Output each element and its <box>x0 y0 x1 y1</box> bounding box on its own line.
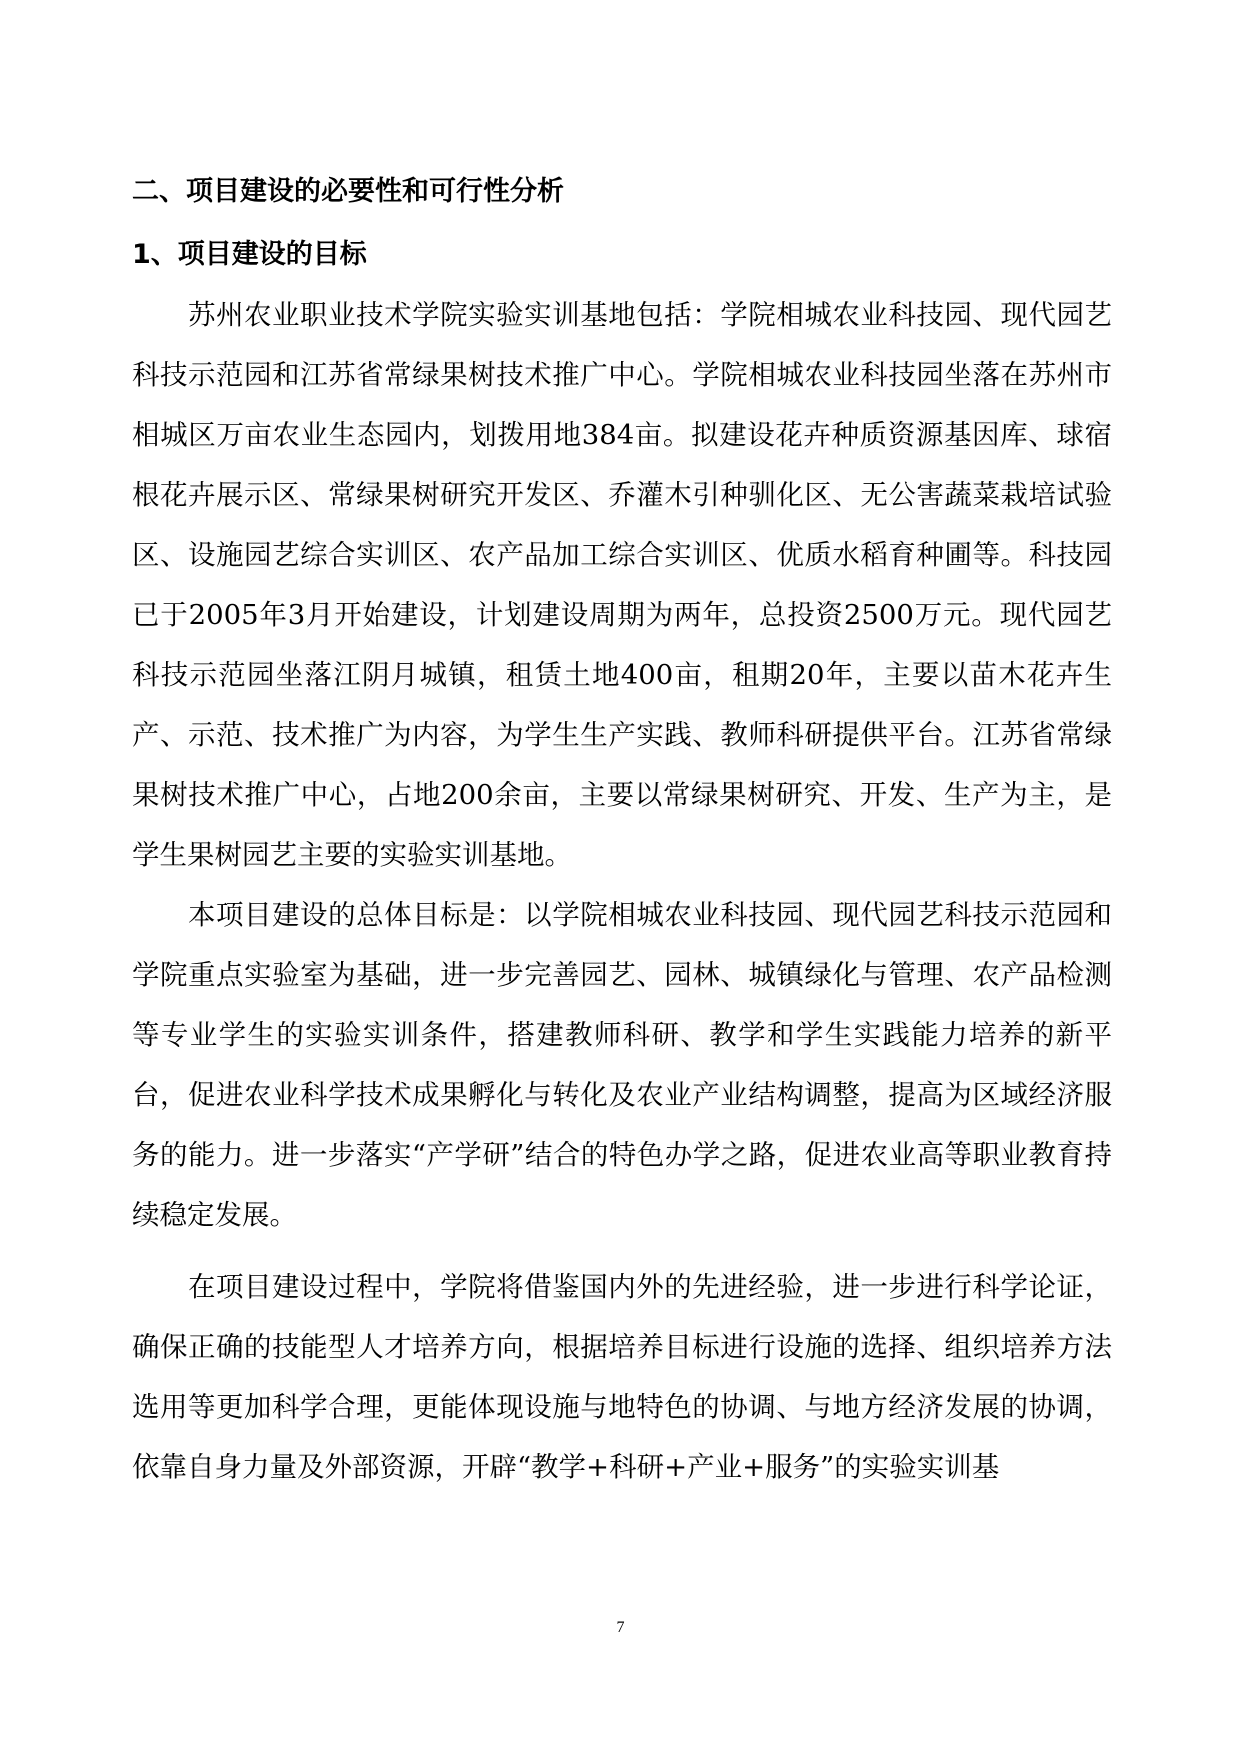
subsection-heading: 1、项目建设的目标 <box>132 239 367 270</box>
page-content <box>132 160 1112 1497</box>
section-heading: 二、项目建设的必要性和可行性分析 <box>132 176 564 207</box>
page-number: 7 <box>616 1619 625 1636</box>
paragraph-base-overview: 苏州农业职业技术学院实验实训基地包括：学院相城农业科技园、现代园艺科技示范园和江苏省常绿果树技术推广中心。学院相城农业科技园坐落在苏州市相城区万亩农业生态园内，划拨用地384亩。拟建设花卉种质资源基因库、球宿根花卉展示区、常绿果树研究开发区、乔灌木引种驯化区、无公害蔬菜栽培试验区、设施园艺综合实训区、农产品加工综合实训区、优质水稻育种圃等。科技园已于2005年3月开始建设，计划建设周期为两年，总投资2500万元。现代园艺科技示范园坐落江阴月城镇，租赁土地400亩，租期20年，主要以苗木花卉生产、示范、技术推广为内容，为学生生产实践、教师科研提供平台。江苏省常绿果树技术推广中心，占地200余亩，主要以常绿果树研究、开发、生产为主，是学生果树园艺主要的实验实训基地。 <box>132 299 1112 871</box>
paragraph-overall-goal: 本项目建设的总体目标是：以学院相城农业科技园、现代园艺科技示范园和学院重点实验室为基础，进一步完善园艺、园林、城镇绿化与管理、农产品检测等专业学生的实验实训条件，搭建教师科研、教学和学生实践能力培养的新平台，促进农业科学技术成果孵化与转化及农业产业结构调整，提高为区域经济服务的能力。进一步落实“产学研”结合的特色办学之路，促进农业高等职业教育持续稳定发展。 <box>132 899 1112 1231</box>
paragraph-construction-process: 在项目建设过程中，学院将借鉴国内外的先进经验，进一步进行科学论证，确保正确的技能型人才培养方向，根据培养目标进行设施的选择、组织培养方法选用等更加科学合理，更能体现设施与地特色的协调、与地方经济发展的协调，依靠自身力量及外部资源，开辟“教学+科研+产业+服务”的实验实训基 <box>132 1271 1112 1483</box>
